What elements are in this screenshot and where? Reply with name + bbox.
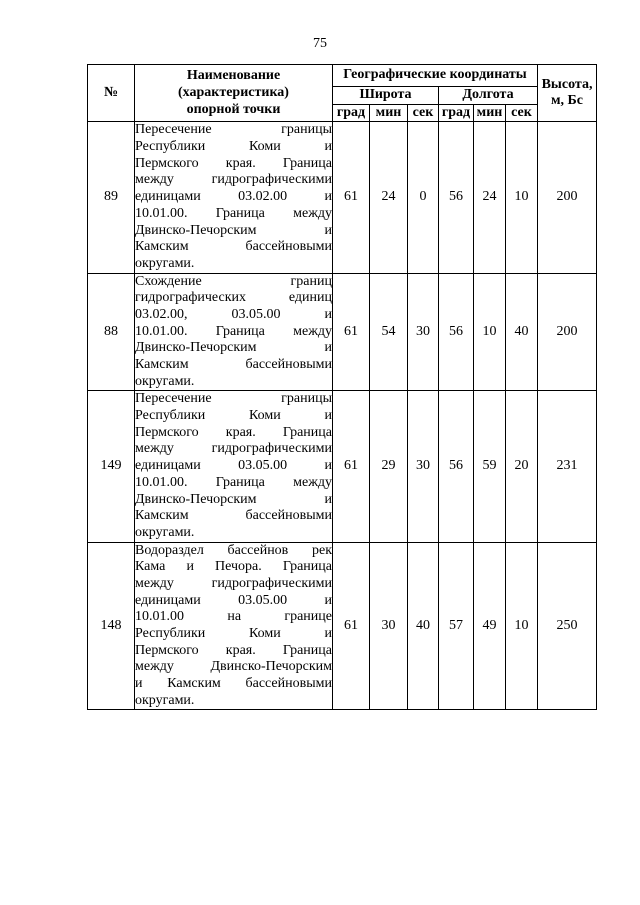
description-line: Водораздел бассейнов рек bbox=[135, 542, 332, 558]
table-row bbox=[88, 273, 597, 391]
header-unit-lon-sec: сек bbox=[506, 104, 538, 122]
description-line: между гидрографическими bbox=[135, 172, 332, 188]
longitude-deg-cell: 56 bbox=[439, 273, 474, 391]
header-unit-lat-deg: град bbox=[333, 104, 370, 122]
latitude-min-cell: 24 bbox=[370, 122, 408, 273]
longitude-deg-cell: 56 bbox=[439, 122, 474, 273]
header-name bbox=[135, 65, 333, 122]
description-line: округами. bbox=[135, 255, 195, 271]
description-line: единицами 03.02.00 и bbox=[135, 189, 332, 205]
description-line: Республики Коми и bbox=[135, 408, 332, 424]
page-number: 75 bbox=[313, 36, 327, 51]
description-line: Двинско-Печорским и bbox=[135, 340, 332, 356]
header-coordinates: Географические координаты bbox=[333, 65, 538, 87]
description-line: и Камским бассейновыми bbox=[135, 676, 332, 692]
description-line: Пермского края. Граница bbox=[135, 155, 332, 171]
description-line: Камским бассейновыми bbox=[135, 508, 332, 524]
description-line: между гидрографическими bbox=[135, 441, 332, 457]
height-cell: 250 bbox=[538, 542, 597, 710]
longitude-min-cell: 59 bbox=[474, 391, 506, 542]
height-cell: 200 bbox=[538, 273, 597, 391]
description-line: Камским бассейновыми bbox=[135, 239, 332, 255]
latitude-deg-cell: 61 bbox=[333, 273, 370, 391]
longitude-sec-cell: 20 bbox=[506, 391, 538, 542]
latitude-deg-cell: 61 bbox=[333, 542, 370, 710]
latitude-min-cell: 30 bbox=[370, 542, 408, 710]
point-number-cell: 89 bbox=[88, 122, 135, 273]
header-longitude: Долгота bbox=[439, 87, 538, 105]
header-unit-lat-min: мин bbox=[370, 104, 408, 122]
description-line: единицами 03.05.00 и bbox=[135, 458, 332, 474]
coordinates-table bbox=[87, 64, 597, 710]
point-description-cell bbox=[135, 122, 333, 273]
longitude-min-cell: 24 bbox=[474, 122, 506, 273]
point-number-cell: 148 bbox=[88, 542, 135, 710]
longitude-deg-cell: 57 bbox=[439, 542, 474, 710]
header-unit-lon-min: мин bbox=[474, 104, 506, 122]
header-latitude: Широта bbox=[333, 87, 439, 105]
description-line: округами. bbox=[135, 692, 195, 708]
description-line: 10.01.00. Граница между bbox=[135, 323, 332, 339]
longitude-deg-cell: 56 bbox=[439, 391, 474, 542]
description-line: 10.01.00. Граница между bbox=[135, 474, 332, 490]
point-description-cell bbox=[135, 391, 333, 542]
table-row bbox=[88, 391, 597, 542]
latitude-sec-cell: 0 bbox=[408, 122, 439, 273]
height-cell: 200 bbox=[538, 122, 597, 273]
description-line: между Двинско-Печорским bbox=[135, 659, 332, 675]
latitude-sec-cell: 30 bbox=[408, 273, 439, 391]
description-line: округами. bbox=[135, 524, 195, 540]
latitude-deg-cell: 61 bbox=[333, 391, 370, 542]
longitude-min-cell: 10 bbox=[474, 273, 506, 391]
latitude-deg-cell: 61 bbox=[333, 122, 370, 273]
header-name-line: Наименование bbox=[186, 68, 281, 84]
header-height-line: Высота, bbox=[541, 76, 593, 92]
header-height bbox=[538, 65, 597, 122]
point-number-cell: 149 bbox=[88, 391, 135, 542]
latitude-min-cell: 54 bbox=[370, 273, 408, 391]
longitude-sec-cell: 40 bbox=[506, 273, 538, 391]
table-row bbox=[88, 122, 597, 273]
header-unit-lon-deg: град bbox=[439, 104, 474, 122]
header-name-line: (характеристика) bbox=[178, 84, 289, 100]
point-number-cell: 88 bbox=[88, 273, 135, 391]
point-description-cell bbox=[135, 273, 333, 391]
description-line: Двинско-Печорским и bbox=[135, 222, 332, 238]
latitude-min-cell: 29 bbox=[370, 391, 408, 542]
description-line: Пермского края. Граница bbox=[135, 642, 332, 658]
description-line: Пермского края. Граница bbox=[135, 424, 332, 440]
table-row bbox=[88, 542, 597, 710]
header-unit-lat-sec: сек bbox=[408, 104, 439, 122]
description-line: Республики Коми и bbox=[135, 139, 332, 155]
header-number: № bbox=[88, 65, 135, 122]
table-body bbox=[88, 122, 597, 710]
description-line: Пересечение границы bbox=[135, 122, 332, 138]
table-header bbox=[88, 65, 597, 122]
latitude-sec-cell: 40 bbox=[408, 542, 439, 710]
longitude-sec-cell: 10 bbox=[506, 122, 538, 273]
description-line: 03.02.00, 03.05.00 и bbox=[135, 306, 332, 322]
description-line: Камским бассейновыми bbox=[135, 357, 332, 373]
description-line: 10.01.00. Граница между bbox=[135, 205, 332, 221]
longitude-min-cell: 49 bbox=[474, 542, 506, 710]
description-line: Кама и Печора. Граница bbox=[135, 559, 332, 575]
description-line: Схождение границ bbox=[135, 273, 332, 289]
description-line: 10.01.00 на границе bbox=[135, 609, 332, 625]
height-cell: 231 bbox=[538, 391, 597, 542]
description-line: гидрографических единиц bbox=[135, 290, 332, 306]
description-line: между гидрографическими bbox=[135, 575, 332, 591]
latitude-sec-cell: 30 bbox=[408, 391, 439, 542]
header-height-line: м, Бс bbox=[551, 93, 584, 109]
description-line: округами. bbox=[135, 373, 195, 389]
description-line: единицами 03.05.00 и bbox=[135, 592, 332, 608]
point-description-cell bbox=[135, 542, 333, 710]
longitude-sec-cell: 10 bbox=[506, 542, 538, 710]
header-name-line: опорной точки bbox=[186, 101, 281, 117]
description-line: Пересечение границы bbox=[135, 391, 332, 407]
description-line: Республики Коми и bbox=[135, 626, 332, 642]
description-line: Двинско-Печорским и bbox=[135, 491, 332, 507]
